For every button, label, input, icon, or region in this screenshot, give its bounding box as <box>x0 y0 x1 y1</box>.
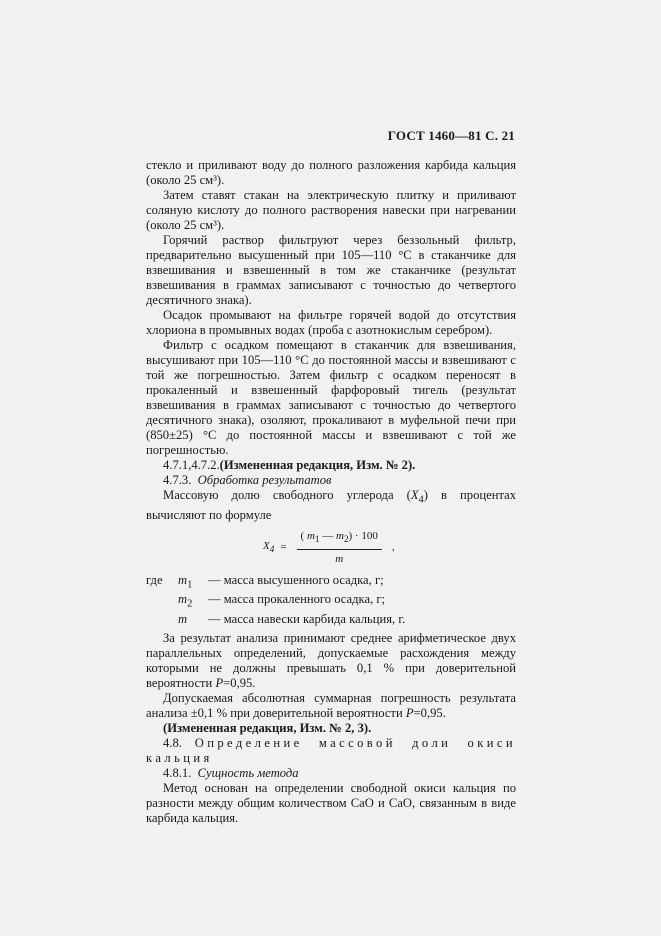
section-title: Обработка результатов <box>197 473 332 487</box>
paragraph: Допускаемая абсолютная суммарная погрешность результата анализа ±0,1 % при доверительной вероятности P=0,95. <box>146 691 516 721</box>
variable-item: где $m_1$ — масса высушенного осадка, г; <box>146 572 384 591</box>
formula-denominator: m <box>335 552 344 565</box>
paragraph: Фильтр с осадком помещают в стаканчик для взвешивания, высушивают при 105—110 °С до постоянной массы и взвешивают с той же погрешностью. Затем фильтр с осадком переносят в прокаленный и взвешенный фарфоровый тигель (результат взвешивания в граммах записывают с точностью до четвертого десятичного знака), озоляют, прокаливают в муфельной печи при (850±25) °С до постоянной массы и взвешивают с той же погрешностью. <box>146 338 516 457</box>
paragraph: За результат анализа принимают среднее арифметическое двух параллельных определений, допускаемые расхождения между которыми не должны превышать 0,1 % при доверительной вероятности P=0,95. <box>146 631 516 691</box>
formula-lhs: $X_4$ <box>263 539 275 554</box>
variable-list <box>146 573 516 632</box>
variable-item: $m_2$ — масса прокаленного осадка, г; <box>178 592 386 610</box>
variable-item: m — масса навески карбида кальция, г. <box>178 611 406 626</box>
change-note <box>146 458 516 473</box>
clause-number: 4.7.1,4.7.2. <box>163 458 220 472</box>
paragraph: Затем ставят стакан на электрическую плитку и приливают соляную кислоту до полного растворения навески при нагревании (около 25 см³). <box>146 188 516 232</box>
paragraph: Метод основан на определении свободной окиси кальция по разности между общим количеством CaO и CaO, связанным в виде карбида кальция. <box>146 781 516 826</box>
formula-fraction <box>297 529 382 567</box>
clause-number: 4.8. <box>163 736 182 751</box>
document-body <box>146 158 516 826</box>
formula-equals: = <box>280 541 287 554</box>
formula: $X_4$ = $\frac{( m_1 — m_2) \cdot 100}{m}$ , <box>263 529 395 565</box>
change-note: (Измененная редакция, Изм. № 2, 3). <box>163 721 372 736</box>
change-note-text: (Измененная редакция, Изм. № 2). <box>219 458 416 472</box>
section-heading <box>146 736 516 766</box>
paragraph: Горячий раствор фильтруют через беззольный фильтр, предварительно высушенный при 105—110 °С в стаканчике для взвешивания и взвешенный в том же стаканчике (результат взвешивания в граммах записывают с точностью до четвертого десятичного знака). <box>146 233 516 307</box>
section-title: Сущность метода <box>197 766 299 781</box>
section-heading <box>146 473 516 488</box>
paragraph: Осадок промывают на фильтре горячей водой до отсутствия хлориона в промывных водах (проба с азотнокислым серебром). <box>146 308 516 337</box>
clause-number: 4.8.1. <box>163 766 192 781</box>
section-heading <box>146 766 516 781</box>
page-header: ГОСТ 1460—81 С. 21 <box>387 128 515 143</box>
clause-number: 4.7.3. <box>163 473 192 487</box>
section-title: Определение массовой доли окиси кальция <box>146 736 516 766</box>
formula-numerator: ( $m_1$ — $m_2) \cdot 100$ <box>297 529 382 550</box>
paragraph: стекло и приливают воду до полного разложения карбида кальция (около 25 см³). <box>146 158 516 187</box>
formula-intro: Массовую долю свободного углерода $(X_4)$ в процентах вычисляют по формуле <box>146 488 516 522</box>
